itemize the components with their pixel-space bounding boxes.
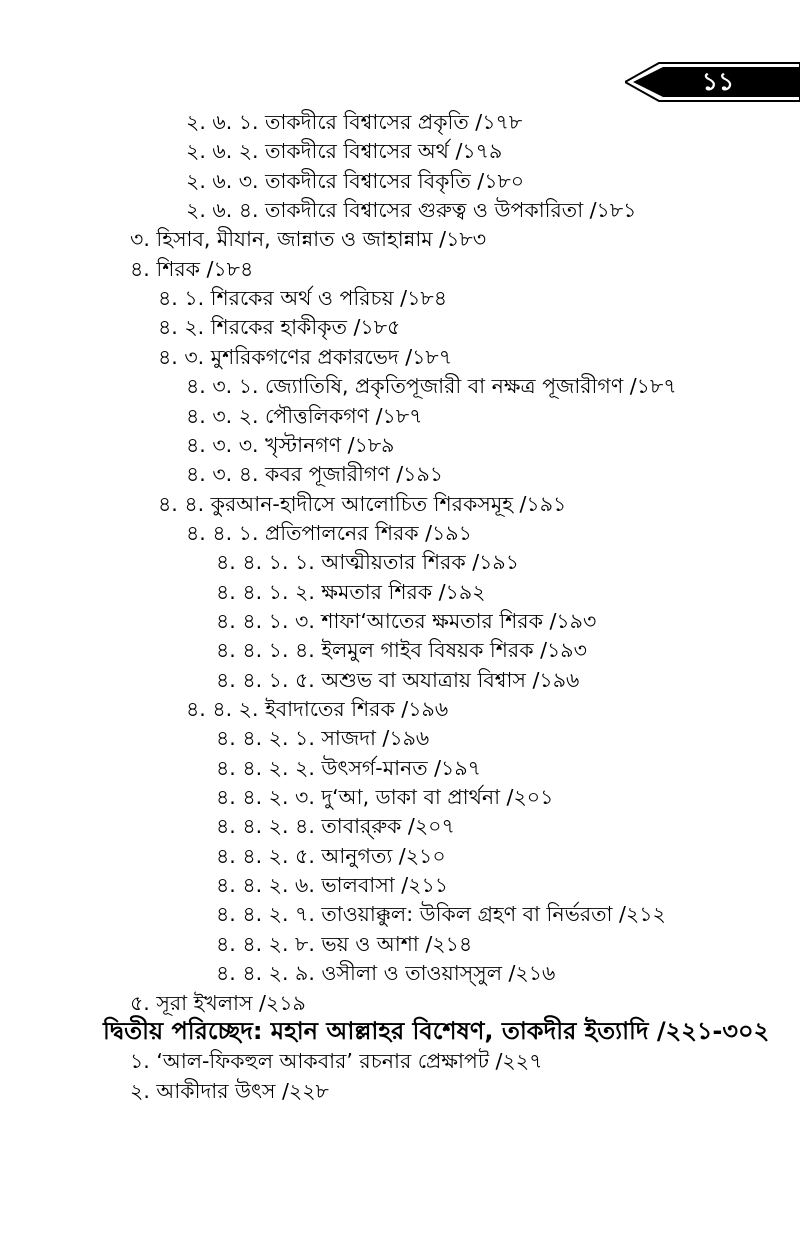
toc-entry: ৪. ৪. ১. ১. আত্মীয়তার শিরক /১৯১ [216,550,520,575]
toc-entry: ৪. ৪. ২. ৩. দু‘আ, ডাকা বা প্রার্থনা /২০১ [216,785,554,810]
toc-entry: ৪. ৪. ২. ৮. ভয় ও আশা /২১৪ [216,931,473,956]
toc-entry: ২. ৬. ৩. তাকদীরে বিশ্বাসের বিকৃতি /১৮০ [186,168,525,193]
toc-entry: ৪. ৪. ২. ৭. তাওয়াক্কুল: উকিল গ্রহণ বা নির্ভরতা /২১২ [216,902,666,927]
toc-entry: ৪. ৪. ১. ২. ক্ষমতার শিরক /১৯২ [216,579,486,604]
toc-entry: ২. ৬. ১. তাকদীরে বিশ্বাসের প্রকৃতি /১৭৮ [186,110,523,134]
toc-entry: ৪. ৩. ৪. কবর পূজারীগণ /১৯১ [186,462,444,487]
toc-entry: ৩. হিসাব, মীযান, জান্নাত ও জাহান্নাম /১৮৩ [130,227,487,252]
toc-entry: ৪. ৪. ১. প্রতিপালনের শিরক /১৯১ [186,520,472,545]
toc-entry: ৪. ৪. ১. ৩. শাফা‘আতের ক্ষমতার শিরক /১৯৩ [216,608,597,633]
toc-entry: ৪. ৪. ২. ২. উৎসর্গ-মানত /১৯৭ [216,755,481,780]
toc-entry: ৪. ৪. ২. ১. সাজদা /১৯৬ [216,726,430,751]
toc-entry: ৪. ৪. কুরআন-হাদীসে আলোচিত শিরকসমূহ /১৯১ [158,491,567,516]
toc-entry: ৪. ৪. ২. ইবাদাতের শিরক /১৯৬ [186,697,449,721]
toc-entry: ৪. ৪. ২. ৫. আনুগত্য /২১০ [216,843,446,868]
toc-chapter-heading: দ্বিতীয় পরিচ্ছেদ: মহান আল্লাহর বিশেষণ, তাকদীর ইত্যাদি /২২১-৩০২ [103,1016,770,1045]
toc-entry: ৪. ৩. মুশরিকগণের প্রকারভেদ /১৮৭ [158,344,453,369]
page-number-tab [625,62,800,102]
toc-entry: ৪. ১. শিরকের অর্থ ও পরিচয় /১৮৪ [158,286,447,311]
toc-entry: ৪. ২. শিরকের হাকীকৃত /১৮৫ [158,315,401,340]
toc-entry: ২. ৬. ২. তাকদীরে বিশ্বাসের অর্থ /১৭৯ [186,139,503,164]
toc-entry: ৪. ৪. ১. ৪. ইলমুল গাইব বিষয়ক শিরক /১৯৩ [216,638,587,663]
toc-entry: ৪. ৪. ২. ৬. ভালবাসা /২১১ [216,873,449,898]
toc-entry: ৪. ৪. ২. ৪. তাবার্‌রুক /২০৭ [216,814,455,839]
toc-entry: ৪. ৪. ১. ৫. অশুভ বা অযাত্রায় বিশ্বাস /১৯৬ [216,667,580,692]
toc-entry: ৪. ৪. ২. ৯. ওসীলা ও তাওয়াস্‌সুল /২১৬ [216,961,556,986]
page-number: ১১ [701,67,735,96]
toc-entry: ২. আকীদার উৎস /২২৮ [130,1078,329,1103]
toc-entry: ১. ‘আল-ফিকহুল আকবার’ রচনার প্রেক্ষাপট /২২৭ [130,1049,543,1074]
toc-entry: ৪. ৩. ২. পৌত্তলিকগণ /১৮৭ [186,403,423,428]
toc-entry: ৪. ৩. ১. জ্যোতিষি, প্রকৃতিপূজারী বা নক্ষত্র পূজারীগণ /১৮৭ [186,374,677,399]
toc-entry: ৫. সূরা ইখলাস /২১৯ [130,990,306,1015]
toc-entry: ৪. শিরক /১৮৪ [130,256,254,281]
toc-entry: ৪. ৩. ৩. খৃস্টানগণ /১৮৯ [186,432,395,457]
toc-entry: ২. ৬. ৪. তাকদীরে বিশ্বাসের গুরুত্ব ও উপকারিতা /১৮১ [186,198,637,223]
